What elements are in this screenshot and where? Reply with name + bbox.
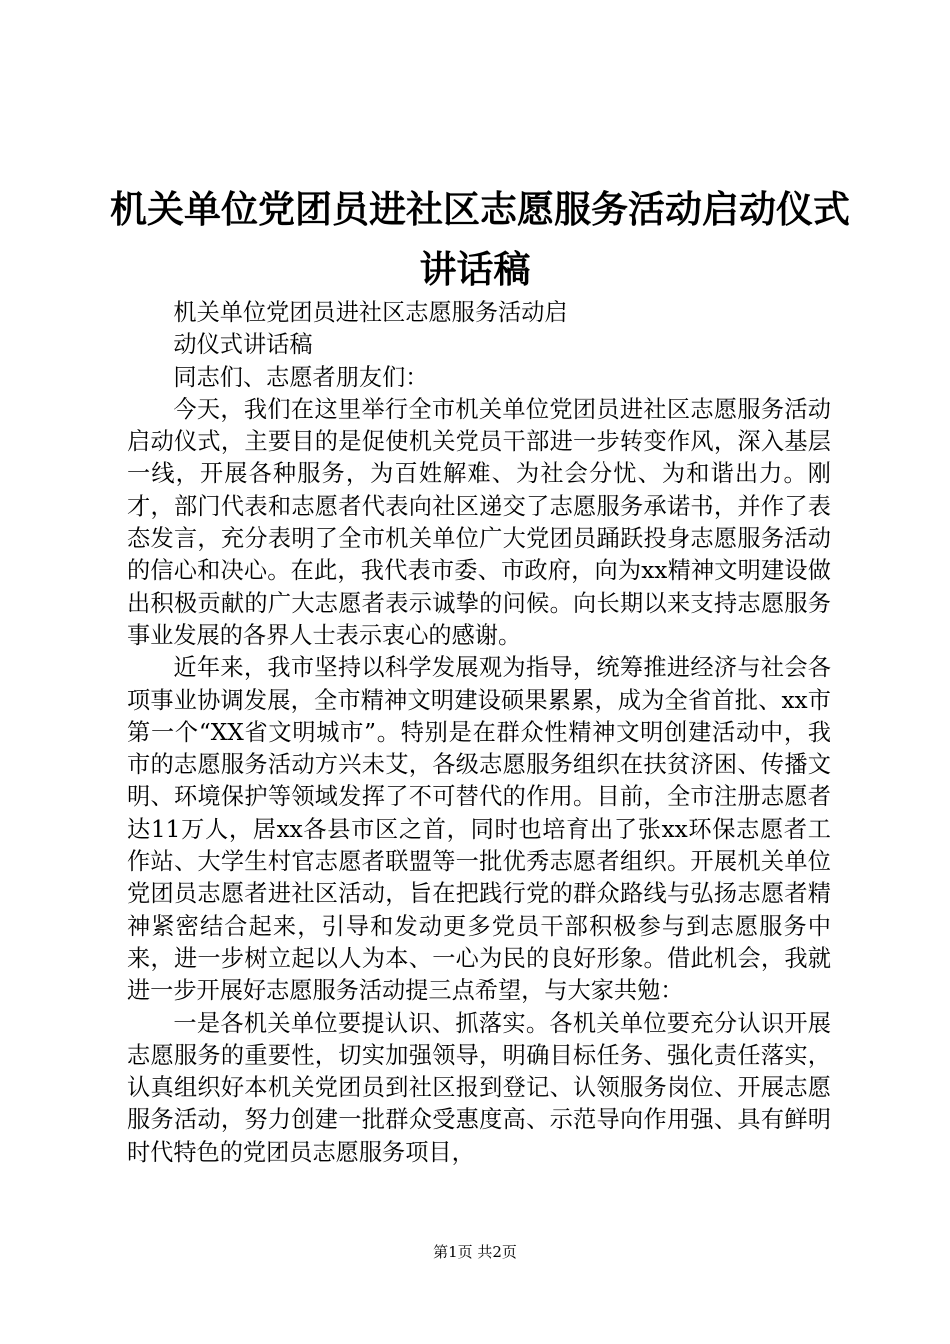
page-number-footer: 第1页 共2页 bbox=[433, 1243, 517, 1261]
salutation: 同志们、志愿者朋友们： bbox=[173, 363, 429, 391]
document-title-line-2: 讲话稿 bbox=[419, 248, 531, 291]
subtitle-line-1: 机关单位党团员进社区志愿服务活动启 bbox=[173, 299, 568, 326]
subtitle-line-2: 动仪式讲话稿 bbox=[173, 331, 313, 359]
body-paragraph: 今天，我们在这里举行全市机关单位党团员进社区志愿服务活动启动仪式，主要目的是促使机关党员干部进一步转变作风，深入基层一线，开展各种服务，为百姓解难、为社会分忧、为和谐出力。刚才，部门代表和志愿者代表向社区递交了志愿服务承诺书，并作了表态发言，充分表明了全市机关单位广大党团员踊跃投身志愿服务活动的信心和决心。在此，我代表市委、市政府，向为xx精神文明建设做出积极贡献的广大志愿者表示诚挚的问候。向长期以来支持志愿服务事业发展的各界人士表示衷心的感谢。 bbox=[127, 395, 831, 649]
document-body bbox=[127, 297, 831, 1169]
body-paragraph: 近年来，我市坚持以科学发展观为指导，统筹推进经济与社会各项事业协调发展，全市精神文明建设硕果累累，成为全省首批、xx市第一个“XX省文明城市”。特别是在群众性精神文明创建活动中，我市的志愿服务活动方兴未艾，各级志愿服务组织在扶贫济困、传播文明、环境保护等领域发挥了不可替代的作用。目前，全市注册志愿者达11万人，居xx各县市区之首，同时也培育出了张xx环保志愿者工作站、大学生村官志愿者联盟等一批优秀志愿者组织。开展机关单位党团员志愿者进社区活动，旨在把践行党的群众路线与弘扬志愿者精神紧密结合起来，引导和发动更多党员干部积极参与到志愿服务中来，进一步树立起以人为本、一心为民的良好形象。借此机会，我就进一步开展好志愿服务活动提三点希望，与大家共勉： bbox=[127, 654, 831, 1005]
document-title-line-1: 机关单位党团员进社区志愿服务活动启动仪式 bbox=[110, 188, 850, 231]
body-paragraph: 一是各机关单位要提认识、抓落实。各机关单位要充分认识开展志愿服务的重要性，切实加强领导，明确目标任务、强化责任落实，认真组织好本机关党团员到社区报到登记、认领服务岗位、开展志愿服务活动，努力创建一批群众受惠度高、示范导向作用强、具有鲜明时代特色的党团员志愿服务项目， bbox=[127, 1009, 831, 1166]
